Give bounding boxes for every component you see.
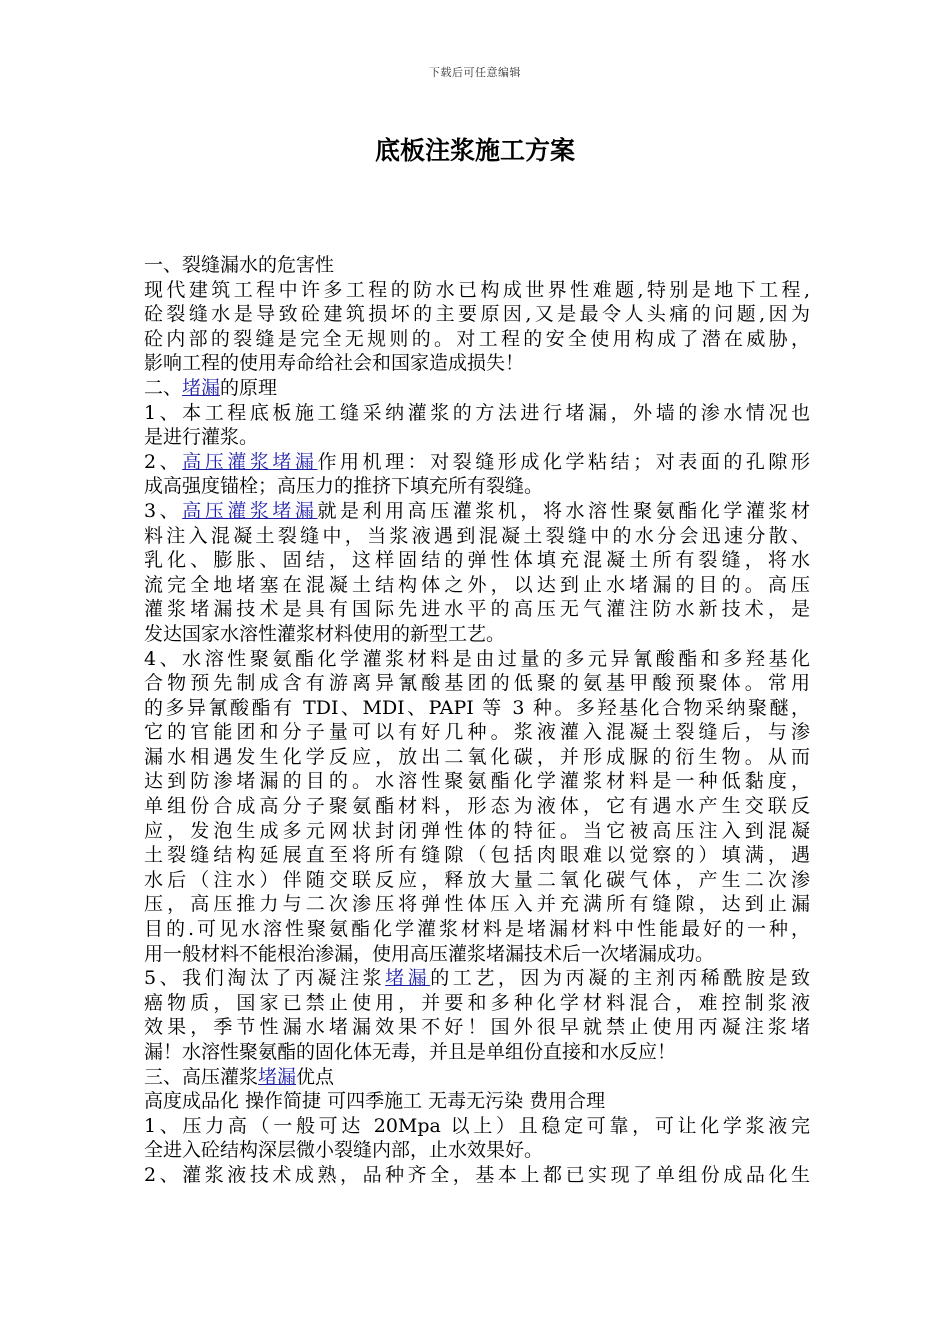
body-text: 料注入混凝土裂缝中，当浆液遇到混凝土裂缝中的水分会迅速分散、 bbox=[144, 524, 810, 547]
keyword-link[interactable]: 堵漏 bbox=[182, 376, 221, 399]
body-text: 发达国家水溶性灌浆材料使用的新型工艺。 bbox=[144, 622, 506, 645]
keyword-link[interactable]: 高压灌浆堵漏 bbox=[182, 499, 318, 522]
body-text: 漏水相遇发生化学反应，放出二氧化碳，并形成脲的衍生物。从而 bbox=[144, 745, 810, 768]
body-line bbox=[144, 327, 810, 352]
body-text: 水后（注水）伴随交联反应，释放大量二氧化碳气体，产生二次渗 bbox=[144, 868, 810, 891]
body-text: 三、高压灌浆 bbox=[144, 1065, 259, 1088]
body-line bbox=[144, 450, 810, 475]
body-text: 1、压力高（一般可达 20Mpa 以上）且稳定可靠，可让化学浆液完 bbox=[144, 1114, 810, 1137]
body-line bbox=[144, 425, 810, 450]
body-line bbox=[144, 647, 810, 672]
body-line bbox=[144, 942, 810, 967]
body-line bbox=[144, 351, 810, 376]
body-line bbox=[144, 548, 810, 573]
body-text: 5、我们淘汰了丙凝注浆 bbox=[144, 967, 386, 990]
body-line bbox=[144, 597, 810, 622]
body-text: 现代建筑工程中许多工程的防水已构成世界性难题,特别是地下工程, bbox=[144, 278, 810, 301]
body-line bbox=[144, 769, 810, 794]
body-text: 高度成品化 操作简捷 可四季施工 无毒无污染 费用合理 bbox=[144, 1090, 606, 1113]
body-text: 效果，季节性漏水堵漏效果不好！国外很早就禁止使用丙凝注浆堵 bbox=[144, 1016, 810, 1039]
body-line bbox=[144, 278, 810, 303]
document-body bbox=[144, 253, 810, 1188]
body-text: 2、灌浆液技术成熟，品种齐全，基本上都已实现了单组份成品化生 bbox=[144, 1163, 810, 1186]
body-line bbox=[144, 696, 810, 721]
body-line bbox=[144, 573, 810, 598]
document-title: 底板注浆施工方案 bbox=[374, 136, 575, 165]
body-text: 作用机理：对裂缝形成化学粘结；对表面的孔隙形 bbox=[317, 450, 810, 473]
body-text: 2、 bbox=[144, 450, 183, 473]
body-text: 单组份合成高分子聚氨酯材料，形态为液体，它有遇水产生交联反 bbox=[144, 795, 810, 818]
body-text: 影响工程的使用寿命给社会和国家造成损失！ bbox=[144, 352, 525, 375]
body-line bbox=[144, 376, 810, 401]
body-text: 用一般材料不能根治渗漏，使用高压灌浆堵漏技术后一次堵漏成功。 bbox=[144, 942, 715, 965]
body-line bbox=[144, 868, 810, 893]
body-line bbox=[144, 917, 810, 942]
body-line bbox=[144, 745, 810, 770]
body-text: 的工艺，因为丙凝的主剂丙稀酰胺是致 bbox=[430, 967, 810, 990]
body-text: 砼内部的裂缝是完全无规则的。对工程的安全使用构成了潜在威胁， bbox=[144, 327, 810, 350]
keyword-link[interactable]: 堵漏 bbox=[385, 967, 431, 990]
body-text: 的原理 bbox=[220, 376, 278, 399]
body-text: 砼裂缝水是导致砼建筑损坏的主要原因,又是最令人头痛的问题,因为 bbox=[144, 303, 810, 326]
body-text: 应，发泡生成多元网状封闭弹性体的特征。当它被高压注入到混凝 bbox=[144, 819, 810, 842]
body-text: 乳化、膨胀、固结，这样固结的弹性体填充混凝土所有裂缝，将水 bbox=[144, 549, 810, 572]
body-text: 一、裂缝漏水的危害性 bbox=[144, 254, 335, 276]
body-line bbox=[144, 524, 810, 549]
body-line bbox=[144, 253, 810, 278]
page-header-note: 下载后可任意编辑 bbox=[429, 66, 521, 79]
keyword-link[interactable]: 堵漏 bbox=[258, 1065, 297, 1088]
body-line bbox=[144, 1138, 810, 1163]
body-text: 灌浆堵漏技术是具有国际先进水平的高压无气灌注防水新技术，是 bbox=[144, 598, 810, 621]
body-text: 全进入砼结构深层微小裂缝内部，止水效果好。 bbox=[144, 1139, 544, 1162]
body-text: 1、本工程底板施工缝采纳灌浆的方法进行堵漏，外墙的渗水情况也 bbox=[144, 401, 810, 424]
body-text: 土裂缝结构延展直至将所有缝隙（包括肉眼难以觉察的）填满，遇 bbox=[144, 844, 810, 867]
body-text: 目的.可见水溶性聚氨酯化学灌浆材料是堵漏材料中性能最好的一种， bbox=[144, 918, 810, 941]
body-line bbox=[144, 474, 810, 499]
body-line bbox=[144, 1065, 810, 1090]
body-line bbox=[144, 671, 810, 696]
keyword-link[interactable]: 高压灌浆堵漏 bbox=[182, 450, 318, 473]
body-text: 的多异氰酸酯有 TDI、MDI、PAPI 等 3 种。多羟基化合物采纳聚醚， bbox=[144, 696, 810, 719]
body-line bbox=[144, 302, 810, 327]
body-text: 成高强度锚栓；高压力的推挤下填充所有裂缝。 bbox=[144, 475, 544, 498]
body-line bbox=[144, 622, 810, 647]
body-text: 二、 bbox=[144, 376, 183, 399]
body-text: 流完全地堵塞在混凝土结构体之外，以达到止水堵漏的目的。高压 bbox=[144, 573, 810, 596]
body-line bbox=[144, 1114, 810, 1139]
body-text: 压，高压推力与二次渗压将弹性体压入并充满所有缝隙，达到止漏 bbox=[144, 893, 810, 916]
body-line bbox=[144, 720, 810, 745]
body-text: 癌物质，国家已禁止使用，并要和多种化学材料混合，难控制浆液 bbox=[144, 991, 810, 1014]
body-text: 合物预先制成含有游离异氰酸基团的低聚的氨基甲酸预聚体。常用 bbox=[144, 672, 810, 695]
body-line bbox=[144, 991, 810, 1016]
body-line bbox=[144, 1015, 810, 1040]
body-line bbox=[144, 401, 810, 426]
body-line bbox=[144, 1089, 810, 1114]
body-line bbox=[144, 499, 810, 524]
body-text: 它的官能团和分子量可以有好几种。浆液灌入混凝土裂缝后，与渗 bbox=[144, 721, 810, 744]
body-line bbox=[144, 1163, 810, 1188]
body-line bbox=[144, 892, 810, 917]
body-text: 是进行灌浆。 bbox=[144, 426, 259, 449]
body-line bbox=[144, 966, 810, 991]
body-text: 3、 bbox=[144, 499, 183, 522]
body-line bbox=[144, 843, 810, 868]
body-text: 4、水溶性聚氨酯化学灌浆材料是由过量的多元异氰酸酯和多羟基化 bbox=[144, 647, 810, 670]
body-line bbox=[144, 794, 810, 819]
body-text: 就是利用高压灌浆机，将水溶性聚氨酯化学灌浆材 bbox=[317, 499, 810, 522]
body-text: 达到防渗堵漏的目的。水溶性聚氨酯化学灌浆材料是一种低黏度， bbox=[144, 770, 810, 793]
body-line bbox=[144, 819, 810, 844]
body-text: 漏！水溶性聚氨酯的固化体无毒，并且是单组份直接和水反应！ bbox=[144, 1041, 677, 1063]
body-text: 优点 bbox=[296, 1065, 335, 1088]
body-line bbox=[144, 1040, 810, 1065]
